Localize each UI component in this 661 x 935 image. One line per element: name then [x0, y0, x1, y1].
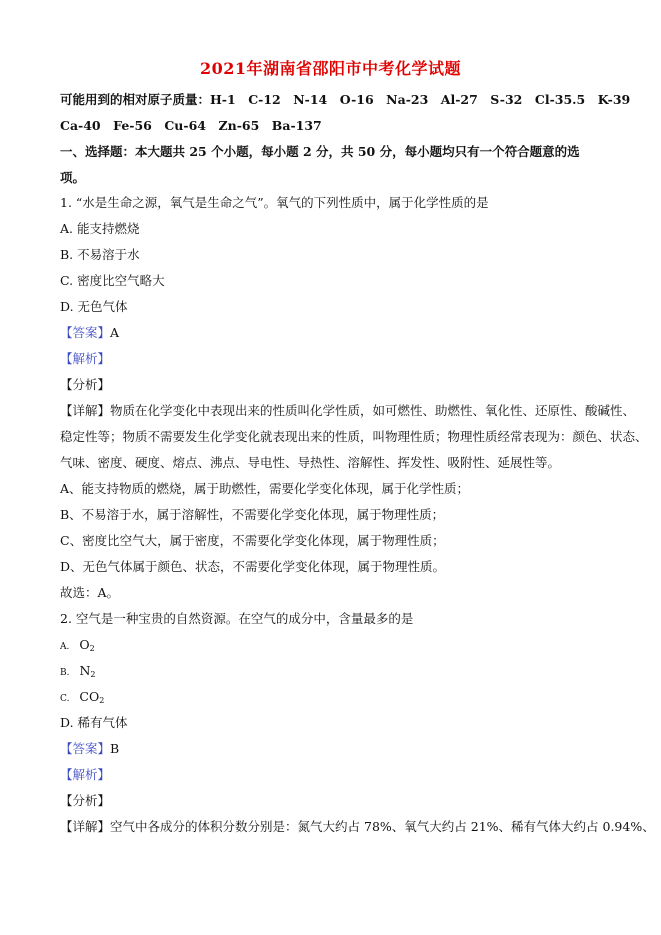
formula-base: O: [79, 637, 90, 652]
formula-base: N: [79, 663, 91, 678]
question-2-answer: [60, 741, 119, 757]
section-heading-line-1: 一、选择题：本大题共 25 个小题，每小题 2 分，共 50 分，每小题均只有一个符合题意的选: [60, 144, 580, 159]
detail-text: 物质在化学变化中表现出来的性质叫化学性质，如可燃性、助燃性、氧化性、还原性、酸碱性、: [110, 403, 636, 418]
answer-label: 【答案】: [60, 325, 111, 340]
option-letter: A.: [60, 642, 70, 652]
atomic-mass-line-2: Ca-40 Fe-56 Cu-64 Zn-65 Ba-137: [60, 118, 322, 133]
question-1-fenxi-label: 【分析】: [60, 377, 111, 392]
formula-base: CO: [79, 689, 100, 704]
question-2-option-a: [60, 637, 95, 657]
question-1-detail-line-1: [60, 403, 635, 419]
question-1-option-b: B. 不易溶于水: [60, 247, 140, 262]
question-1-explain-d: D、无色气体属于颜色、状态，不需要化学变化体现，属于物理性质。: [60, 559, 446, 574]
question-1-analysis-label: 【解析】: [60, 351, 111, 366]
question-1-option-d: D. 无色气体: [60, 299, 128, 314]
question-1-stem: 1. “水是生命之源，氧气是生命之气”。氧气的下列性质中，属于化学性质的是: [60, 195, 489, 210]
question-2-option-c: [60, 689, 104, 709]
question-2-detail-line-1: [60, 819, 655, 835]
formula-subscript: 2: [99, 696, 105, 705]
question-1-detail-line-2: 稳定性等；物质不需要发生化学变化就表现出来的性质，叫物理性质；物理性质经常表现为：颜色、状态、: [60, 429, 648, 444]
question-1-explain-c: C、密度比空气大，属于密度，不需要化学变化体现，属于物理性质；: [60, 533, 445, 548]
formula-subscript: 2: [89, 644, 95, 653]
section-heading-line-2: 项。: [60, 170, 86, 185]
option-letter: B.: [60, 668, 70, 678]
detail-text: 空气中各成分的体积分数分别是：氮气大约占 78%、氧气大约占 21%、稀有气体大约占 0.94%、: [110, 819, 655, 834]
option-letter: C.: [60, 694, 70, 704]
question-1-option-c: C. 密度比空气略大: [60, 273, 165, 288]
question-1-explain-a: A、能支持物质的燃烧，属于助燃性，需要化学变化体现，属于化学性质；: [60, 481, 470, 496]
answer-value: A: [110, 325, 120, 340]
question-2-option-b: [60, 663, 96, 683]
question-1-option-a: A. 能支持燃烧: [60, 221, 140, 236]
atomic-mass-line-1: 可能用到的相对原子质量：H-1 C-12 N-14 O-16 Na-23 Al-27 S-32 Cl-35.5 K-39: [60, 92, 631, 107]
question-2-option-d: D. 稀有气体: [60, 715, 128, 730]
question-1-answer: [60, 325, 119, 341]
question-1-conclusion: 故选：A。: [60, 585, 120, 600]
question-2-fenxi-label: 【分析】: [60, 793, 111, 808]
detail-label: 【详解】: [60, 819, 111, 834]
question-2-analysis-label: 【解析】: [60, 767, 111, 782]
answer-value: B: [110, 741, 120, 756]
answer-label: 【答案】: [60, 741, 111, 756]
question-2-stem: 2. 空气是一种宝贵的自然资源。在空气的成分中，含量最多的是: [60, 611, 414, 626]
detail-label: 【详解】: [60, 403, 111, 418]
question-1-explain-b: B、不易溶于水，属于溶解性，不需要化学变化体现，属于物理性质；: [60, 507, 445, 522]
question-1-detail-line-3: 气味、密度、硬度、熔点、沸点、导电性、导热性、溶解性、挥发性、吸附性、延展性等。: [60, 455, 561, 470]
formula-subscript: 2: [90, 670, 96, 679]
page-title: 2021年湖南省邵阳市中考化学试题: [199, 59, 462, 78]
